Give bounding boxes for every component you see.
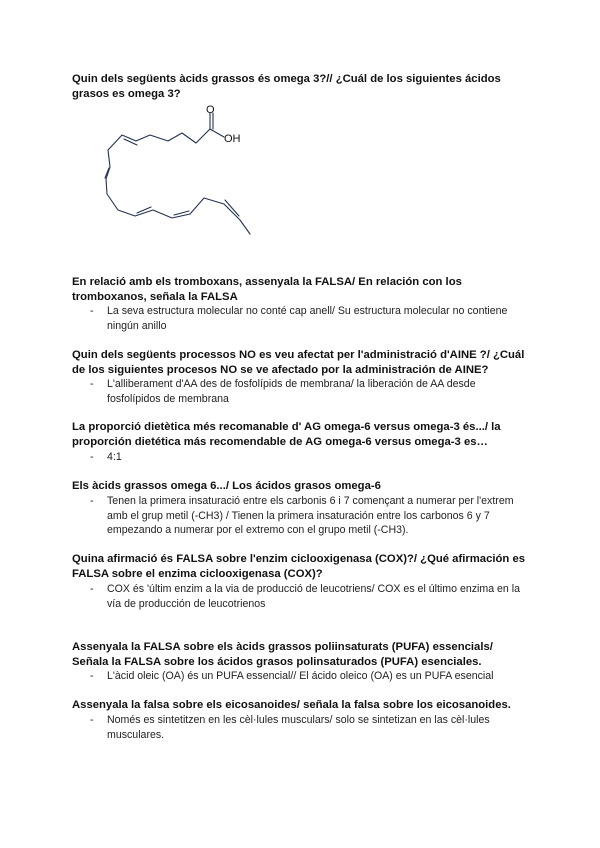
oxygen-atom-label: O [206, 104, 215, 116]
question-1: Quin dels següents àcids grassos és omega 3?// ¿Cuál de los siguientes ácidos grasos es omega 3? [72, 73, 501, 100]
answer-text: Només es sintetitzen en les cèl·lules musculars/ solo se sintetizan en las cèl·lules musculares. [107, 714, 490, 741]
hydroxyl-label: OH [224, 133, 241, 145]
question-6: Quina afirmació és FALSA sobre l'enzim ciclooxigenasa (COX)?/ ¿Qué afirmación es FALSA sobre el enzima ciclooxigenasa (COX)? [72, 553, 526, 580]
answer-text: L'àcid oleic (OA) és un PUFA essencial// El ácido oleico (OA) es un PUFA esencial [107, 670, 494, 682]
question-5: Els àcids grassos omega 6.../ Los ácidos grasos omega-6 [72, 480, 381, 492]
answer-text: La seva estructura molecular no conté cap anell/ Su estructura molecular no contiene ningún anillo [107, 305, 508, 332]
answer-7 [90, 669, 530, 684]
answer-text: Tenen la primera insaturació entre els carbonis 6 i 7 començant a numerar per l'extrem amb el grup metil (-CH3) / Tienen la primera insaturación entre los carbonos 6 y 7 empezando a numerar por el extremo con el grupo metil (-CH3). [107, 495, 514, 536]
list-dash: - [90, 714, 94, 726]
answer-text: L'alliberament d'AA des de fosfolípids de membrana/ la liberación de AA desde fosfolípidos de membrana [107, 378, 476, 405]
list-dash: - [90, 305, 94, 317]
question-3: Quin dels següents processos NO es veu afectat per l'administració d'AINE ?/ ¿Cuál de los siguientes procesos NO se ve afectado por la administración de AINE? [72, 349, 525, 376]
list-dash: - [90, 583, 94, 595]
question-2: En relació amb els tromboxans, assenyala la FALSA/ En relación con los tromboxanos, señala la FALSA [72, 276, 462, 303]
carbon-chain [105, 113, 250, 234]
fatty-acid-structure [90, 104, 260, 239]
answer-8 [90, 713, 530, 742]
answer-3 [90, 377, 530, 406]
question-4: La proporció dietètica més recomanable d' AG omega-6 versus omega-3 és.../ la proporción dietética más recomendable de AG omega-6 versus omega-3 es… [72, 421, 501, 448]
answer-text: COX és 'últim enzim a la via de producció de leucotriens/ COX es el último enzima en la vía de producción de leucotrienos [107, 583, 521, 610]
answer-2 [90, 304, 530, 333]
answer-4 [90, 450, 530, 465]
list-dash: - [90, 495, 94, 507]
answer-6 [90, 582, 530, 611]
answer-5 [90, 494, 530, 538]
list-dash: - [90, 451, 94, 463]
question-8: Assenyala la falsa sobre els eicosanoides/ señala la falsa sobre los eicosanoides. [72, 699, 511, 711]
list-dash: - [90, 378, 94, 390]
question-7: Assenyala la FALSA sobre els àcids grassos poliinsaturats (PUFA) essencials/ Señala la FALSA sobre los ácidos grasos polinsaturados (PUFA) esenciales. [72, 641, 493, 668]
answer-text: 4:1 [107, 451, 122, 463]
list-dash: - [90, 670, 94, 682]
